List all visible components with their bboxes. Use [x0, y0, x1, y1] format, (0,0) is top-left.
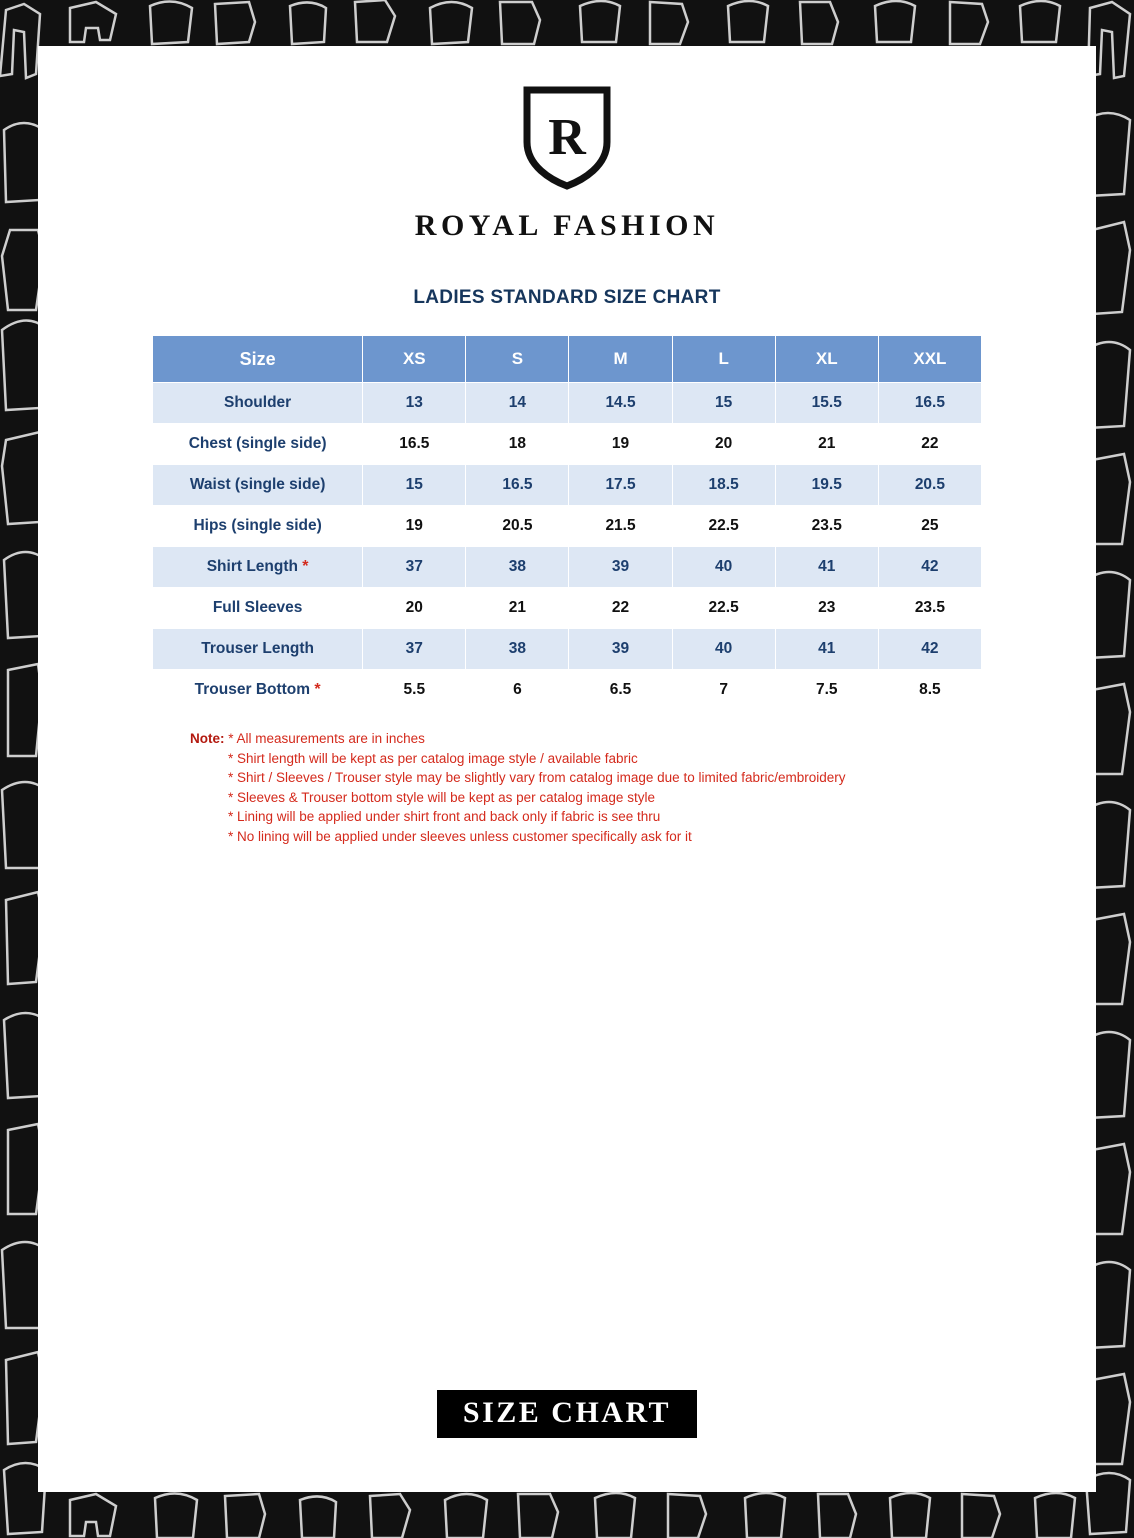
brand-logo — [38, 86, 1096, 243]
table-header-cell-l: L — [672, 336, 775, 383]
cell-value: 39 — [569, 629, 672, 670]
cell-value: 42 — [878, 629, 981, 670]
notes-section — [190, 729, 1096, 846]
royal-crest-icon — [521, 86, 613, 190]
cell-value: 20 — [363, 588, 466, 629]
cell-value: 5.5 — [363, 670, 466, 711]
cell-value: 14 — [466, 383, 569, 424]
table-header-row — [153, 336, 982, 383]
page-title: LADIES STANDARD SIZE CHART — [413, 287, 721, 308]
notes-heading: Note: — [190, 731, 225, 746]
cell-value: 19 — [363, 506, 466, 547]
cell-value: 40 — [672, 629, 775, 670]
cell-value: 20.5 — [466, 506, 569, 547]
footer-banner-label: SIZE CHART — [437, 1390, 697, 1438]
table-header-cell-xxl: XXL — [878, 336, 981, 383]
cell-value: 7.5 — [775, 670, 878, 711]
cell-value: 6 — [466, 670, 569, 711]
table-row — [153, 547, 982, 588]
size-chart-page — [38, 46, 1096, 1492]
cell-value: 18.5 — [672, 465, 775, 506]
cell-value: 41 — [775, 629, 878, 670]
cell-value: 25 — [878, 506, 981, 547]
cell-value: 41 — [775, 547, 878, 588]
row-label — [153, 547, 363, 588]
row-label — [153, 383, 363, 424]
table-row — [153, 506, 982, 547]
cell-value: 15.5 — [775, 383, 878, 424]
table-header-cell-s: S — [466, 336, 569, 383]
table-row — [153, 383, 982, 424]
table-header — [153, 336, 982, 383]
cell-value: 6.5 — [569, 670, 672, 711]
cell-value: 22 — [878, 424, 981, 465]
table-row — [153, 424, 982, 465]
row-label — [153, 424, 363, 465]
cell-value: 38 — [466, 629, 569, 670]
table-row — [153, 670, 982, 711]
row-label — [153, 465, 363, 506]
note-line: * Shirt / Sleeves / Trouser style may be slightly vary from catalog image due to limited fabric/embroidery — [228, 770, 846, 785]
row-label-text: Trouser Bottom — [194, 681, 315, 698]
cell-value: 40 — [672, 547, 775, 588]
cell-value: 23 — [775, 588, 878, 629]
table-body — [153, 383, 982, 711]
note-line: * All measurements are in inches — [228, 731, 425, 746]
cell-value: 21 — [466, 588, 569, 629]
table-header-cell-size: Size — [153, 336, 363, 383]
row-label-text: Trouser Length — [201, 640, 315, 657]
cell-value: 19 — [569, 424, 672, 465]
row-label-text: Chest (single side) — [188, 435, 327, 452]
note-line: * Lining will be applied under shirt front and back only if fabric is see thru — [228, 809, 661, 824]
note-line: * Shirt length will be kept as per catalog image style / available fabric — [228, 750, 638, 766]
cell-value: 20 — [672, 424, 775, 465]
size-chart-table — [152, 335, 982, 711]
row-label-text: Waist (single side) — [189, 476, 326, 493]
cell-value: 16.5 — [878, 383, 981, 424]
table-row — [153, 629, 982, 670]
cell-value: 15 — [672, 383, 775, 424]
cell-value: 23.5 — [878, 588, 981, 629]
cell-value: 22 — [569, 588, 672, 629]
cell-value: 14.5 — [569, 383, 672, 424]
cell-value: 13 — [363, 383, 466, 424]
cell-value: 7 — [672, 670, 775, 711]
note-line-first — [190, 729, 1096, 749]
cell-value: 23.5 — [775, 506, 878, 547]
table-header-cell-xl: XL — [775, 336, 878, 383]
table-row — [153, 588, 982, 629]
table-row — [153, 465, 982, 506]
row-label-star: * — [314, 681, 321, 698]
cell-value: 21 — [775, 424, 878, 465]
cell-value: 39 — [569, 547, 672, 588]
brand-name: ROYAL FASHION — [414, 209, 720, 242]
note-line: * No lining will be applied under sleeves unless customer specifically ask for it — [228, 828, 692, 844]
cell-value: 37 — [363, 547, 466, 588]
row-label-text: Shoulder — [224, 394, 292, 411]
row-label — [153, 506, 363, 547]
row-label — [153, 629, 363, 670]
table-header-cell-m: M — [569, 336, 672, 383]
row-label — [153, 588, 363, 629]
cell-value: 16.5 — [466, 465, 569, 506]
cell-value: 22.5 — [672, 506, 775, 547]
cell-value: 19.5 — [775, 465, 878, 506]
row-label-text: Full Sleeves — [212, 599, 303, 616]
footer-banner — [38, 1390, 1096, 1438]
row-label — [153, 670, 363, 711]
svg-text:R: R — [548, 109, 586, 166]
row-label-text: Shirt Length — [206, 558, 303, 575]
cell-value: 22.5 — [672, 588, 775, 629]
cell-value: 15 — [363, 465, 466, 506]
cell-value: 38 — [466, 547, 569, 588]
cell-value: 8.5 — [878, 670, 981, 711]
cell-value: 17.5 — [569, 465, 672, 506]
cell-value: 21.5 — [569, 506, 672, 547]
table-header-cell-xs: XS — [363, 336, 466, 383]
cell-value: 42 — [878, 547, 981, 588]
row-label-star: * — [302, 558, 309, 575]
cell-value: 20.5 — [878, 465, 981, 506]
cell-value: 16.5 — [363, 424, 466, 465]
row-label-text: Hips (single side) — [193, 517, 322, 534]
note-line: * Sleeves & Trouser bottom style will be kept as per catalog image style — [228, 789, 655, 805]
cell-value: 37 — [363, 629, 466, 670]
cell-value: 18 — [466, 424, 569, 465]
